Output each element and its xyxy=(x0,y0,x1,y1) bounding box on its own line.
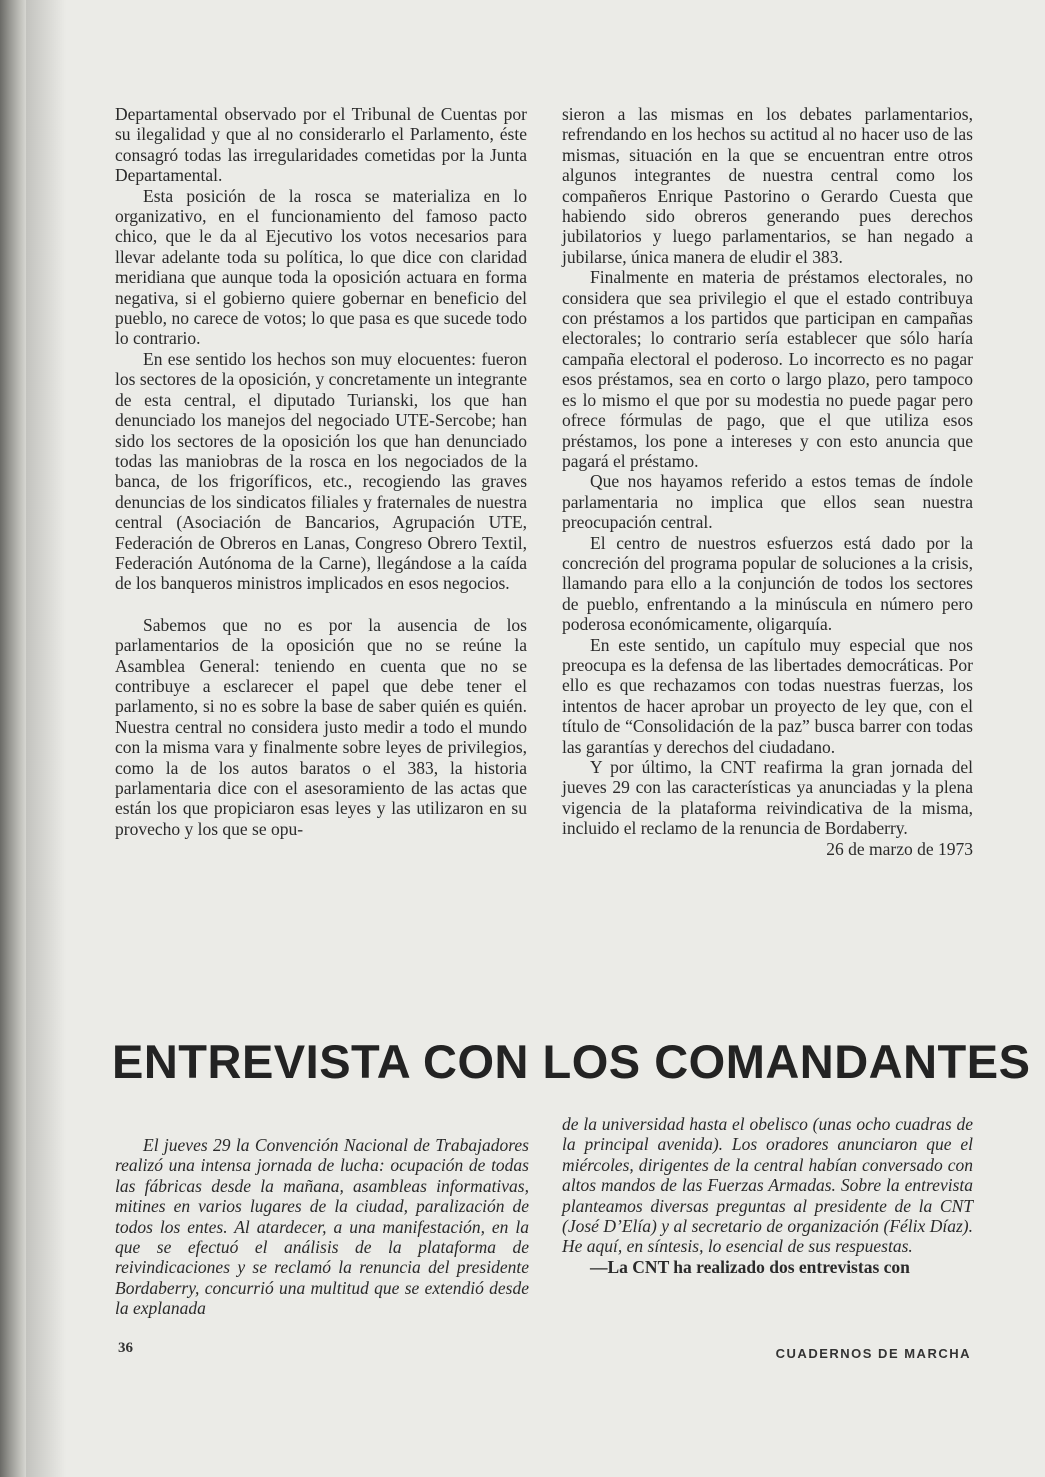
interview-intro-paragraph: El jueves 29 la Convención Nacional de Trabajadores realizó una intensa jornada de lucha: ocupación de todas las fábricas desde la mañana, asambleas informativas, mitines en varios lugares de la ciudad, paralización de todos los entes. Al atardecer, a una manifestación, en la que se efectuó el análisis de la plataforma de reivindicaciones y se reclamó la renuncia del presidente Bordaberry, concurrió una multitud que se extendió desde la explanada xyxy=(115,1135,529,1319)
article-paragraph: En este sentido, un capítulo muy especial que nos preocupa es la defensa de las libertades democráticas. Por ello es que rechazamos con todas nuestras fuerzas, los intentos de hacer aprobar un proyecto de ley que, con el título de “Consolidación de la paz” busca barrer con todas las garantías y derechos del ciudadano. xyxy=(562,634,973,757)
interview-intro-paragraph: de la universidad hasta el obelisco (unas ocho cuadras de la principal avenida). Los oradores anunciaron que el miércoles, dirigentes de la central habían conversado con altos mandos de las Fuerzas Armadas. Sobre la entrevista planteamos diversas preguntas al presidente de la CNT (José D’Elía) y al secretario de organización (Félix Díaz). He aquí, en síntesis, lo esencial de sus respuestas. xyxy=(562,1114,973,1257)
publication-title: CUADERNOS DE MARCHA xyxy=(775,1346,971,1361)
page-number: 36 xyxy=(118,1340,133,1356)
gutter-shadow xyxy=(26,0,66,1477)
article-paragraph: Finalmente en materia de préstamos electorales, no considera que sea privilegio el que el estado contribuya con préstamos a los partidos que participan en campañas electorales; lo contrario sería establecer que sólo haría campaña electoral el poderoso. Lo incorrecto es no pagar esos préstamos, sea en corto o largo plazo, pero tampoco es lo mismo el que por su modestia no puede pagar pero ofrece fórmulas de pago, que el que utiliza esos préstamos, los pone a intereses y con esto anuncia que pagará el préstamo. xyxy=(562,267,973,471)
interview-first-question: —La CNT ha realizado dos entrevistas con xyxy=(590,1256,910,1277)
article-date: 26 de marzo de 1973 xyxy=(826,838,973,859)
interview-intro-left xyxy=(115,1135,529,1319)
book-spine-shadow xyxy=(0,0,26,1477)
article-paragraph: En ese sentido los hechos son muy elocuentes: fueron los sectores de la oposición, y concretamente un integrante de esta central, el diputado Turianski, los que han denunciado los manejos del negociado UTE-Sercobe; han sido los sectores de la oposición los que han denunciado todas las maniobras de la rosca en los negociados de la banca, de los frigoríficos, etc., recogiendo las graves denuncias de los sindicatos filiales y fraternales de nuestra central (Asociación de Bancarios, Agrupación UTE, Federación de Obreros en Lanas, Congreso Obrero Textil, Federación Autónoma de la Carne), llegándose a la caída de los banqueros ministros implicados en esos negocios. xyxy=(115,348,527,594)
article-right-column xyxy=(562,104,973,859)
article-paragraph: Departamental observado por el Tribunal de Cuentas por su ilegalidad y que al no considerarlo el Parlamento, éste consagró todas las irregularidades cometidas por la Junta Departamental. xyxy=(115,104,527,186)
article-paragraph: Que nos hayamos referido a estos temas de índole parlamentaria no implica que ellos sean nuestra preocupación central. xyxy=(562,471,973,533)
article-paragraph: El centro de nuestros esfuerzos está dado por la concreción del programa popular de soluciones a la crisis, llamando para ello a la conjunción de todos los sectores de pueblo, enfrentando a la minúscula en número pero poderosa económicamente, oligarquía. xyxy=(562,532,973,635)
interview-intro-right xyxy=(562,1114,973,1277)
article-paragraph: Y por último, la CNT reafirma la gran jornada del jueves 29 con las características ya anunciadas y la plena vigencia de la plataforma reivindicativa de la misma, incluido el reclamo de la renuncia de Bordaberry. xyxy=(562,757,973,839)
article-paragraph: Esta posición de la rosca se materializa en lo organizativo, en el funcionamiento del famoso pacto chico, que le da al Ejecutivo los votos necesarios para llevar adelante toda su política, lo que dice con claridad meridiana que aunque toda la oposición actuara en forma negativa, si el gobierno quiere gobernar en beneficio del pueblo, no carece de votos; lo que pasa es que sucede todo lo contrario. xyxy=(115,185,527,349)
article-paragraph: Sabemos que no es por la ausencia de los parlamentarios de la oposición que no se reúne la Asamblea General: teniendo en cuenta que no se contribuye a esclarecer el papel que debe tener el parlamento, si no es sobre la base de saber quién es quién. Nuestra central no considera justo medir a todo el mundo con la misma vara y finalmente sobre leyes de privilegios, como la de los autos baratos o el 383, la historia parlamentaria dice con el asesoramiento de las actas que están los que propiciaron esas leyes y las utilizaron en su provecho y los que se opu- xyxy=(115,614,527,839)
article-paragraph: sieron a las mismas en los debates parlamentarios, refrendando en los hechos su actitud al no hacer uso de las mismas, situación en la que se encuentran entre otros algunos integrantes de nuestra central como los compañeros Enrique Pastorino o Gerardo Cuesta que habiendo sido obreros generando pues derechos jubilatorios y luego parlamentarios, se han negado a jubilarse, única manera de eludir el 383. xyxy=(562,104,973,267)
interview-headline: ENTREVISTA CON LOS COMANDANTES xyxy=(112,1035,1031,1088)
article-left-column xyxy=(115,104,527,839)
